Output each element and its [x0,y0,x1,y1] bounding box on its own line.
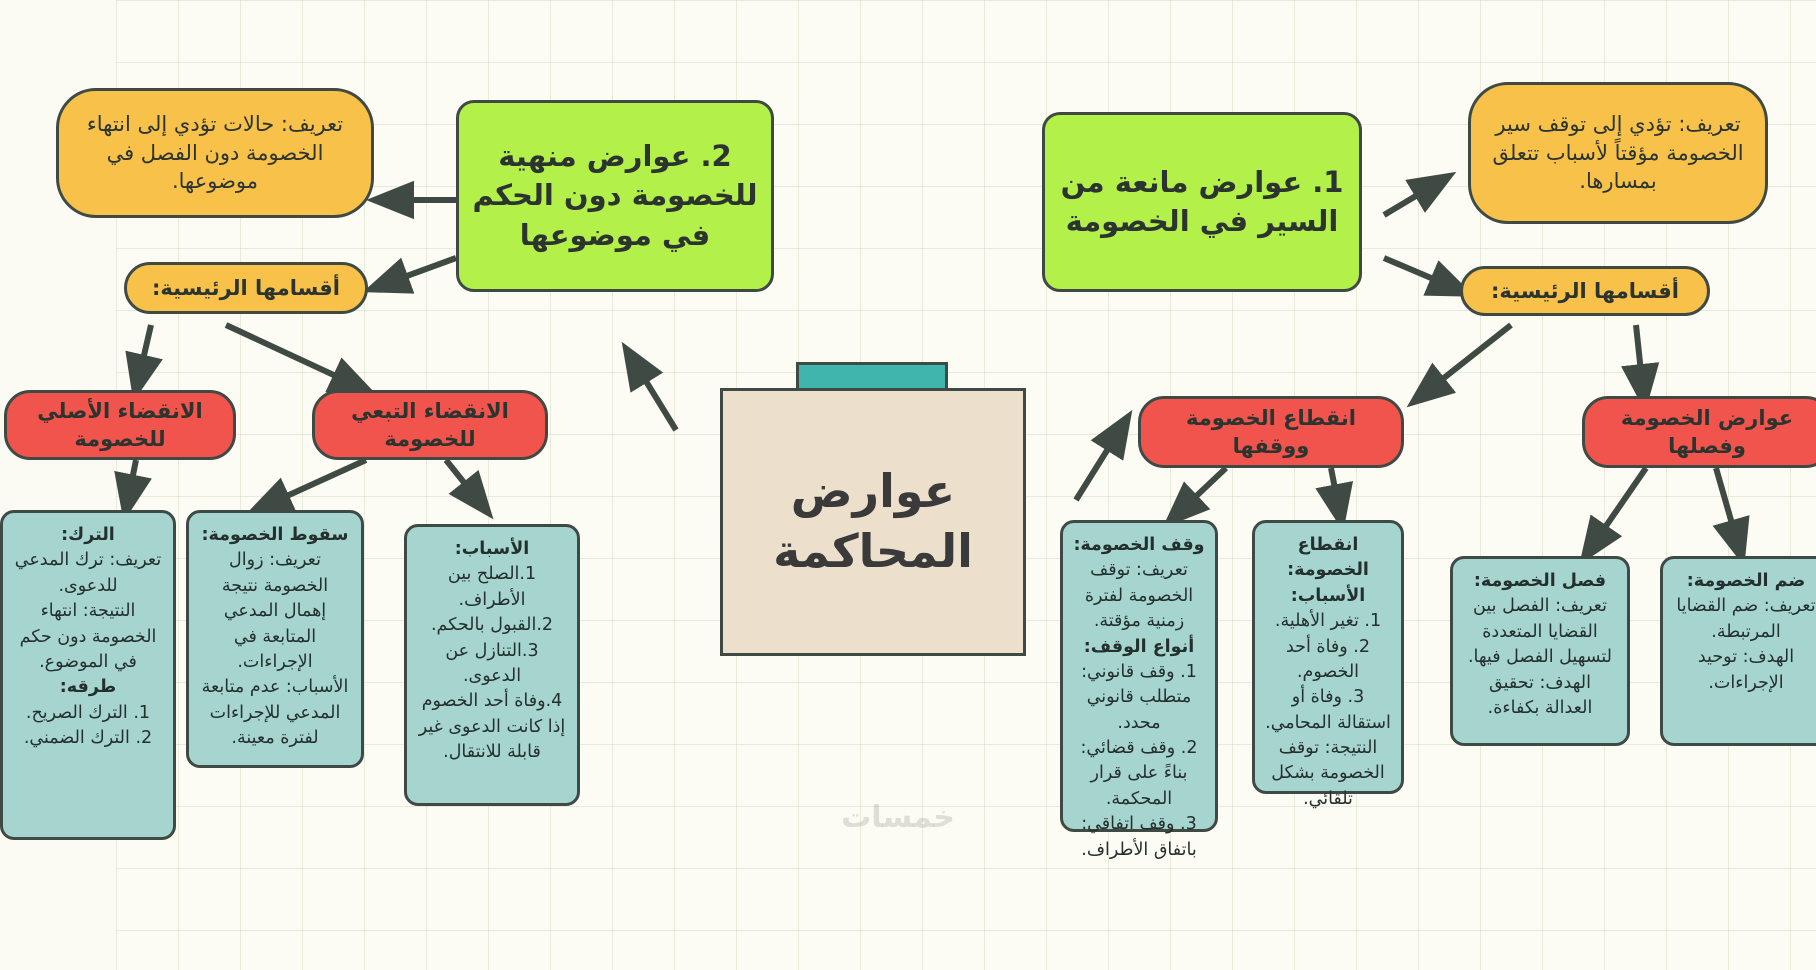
branch-left-definition-text: تعريف: حالات تؤدي إلى انتهاء الخصومة دون الفصل في موضوعها. [86,112,344,194]
branch-left-group-1-label[interactable]: الانقضاء التبعي للخصومة [312,390,548,460]
card-waqf-khusuma [1060,520,1218,860]
center-title-card: عوارض المحاكمة [720,388,1026,656]
branch-right-main[interactable]: 1. عوارض مانعة من السير في الخصومة [1042,112,1362,292]
card-asbab-inqida-line-4: 4.وفاة أحد الخصوم إذا كانت الدعوى غير قابلة للانتقال. [418,691,566,762]
card-fasl-khusuma [1450,556,1630,746]
mindmap-canvas [14,0,1816,970]
card-asbab-inqida-title: الأسباب: [454,539,530,559]
branch-right-definition [1468,82,1768,224]
card-waqf-khusuma-title: وقف الخصومة: [1073,535,1205,555]
card-tark-line-3: طرقه: [59,677,117,698]
card-suqut-khusuma-line-1: تعريف: زوال الخصومة نتيجة إهمال المدعي المتابعة في الإجراءات. [221,550,329,672]
card-tark-line-2: النتيجة: انتهاء الخصومة دون حكم في الموضوع. [19,601,157,672]
card-asbab-inqida-line-3: 3.التنازل عن الدعوى. [445,640,539,686]
branch-left-sections-label[interactable]: أقسامها الرئيسية: [124,262,368,314]
branch-left-definition [56,88,374,218]
card-tark [0,510,176,840]
card-damm-khusuma [1660,556,1816,746]
card-suqut-khusuma-line-2: الأسباب: عدم متابعة المدعي للإجراءات لفترة معينة. [201,677,349,748]
card-waqf-khusuma-line-4: 2. وقف قضائي: بناءً على قرار المحكمة. [1080,738,1198,809]
card-tark-line-4: 1. الترك الصريح. [25,702,151,723]
branch-right-group-2-label[interactable]: عوارض الخصومة وفصلها [1582,396,1816,468]
card-waqf-khusuma-line-1: تعريف: توقف الخصومة لفترة زمنية مؤقتة. [1084,560,1194,632]
card-waqf-khusuma-line-3: 1. وقف قانوني: متطلب قانوني محدد. [1081,661,1197,733]
card-asbab-inqida-line-1: 1.الصلح بين الأطراف. [447,564,537,610]
card-suqut-khusuma-title: سقوط الخصومة: [201,525,349,545]
card-fasl-khusuma-line-2: الهدف: تحقيق العدالة بكفاءة. [1487,672,1593,718]
card-fasl-khusuma-line-1: تعريف: الفصل بين القضايا المتعددة لتسهيل الفصل فيها. [1467,596,1613,668]
card-inqita-khusuma-line-4: 3. وفاة أو استقالة المحامي. [1265,687,1391,733]
watermark: خمسات [841,800,955,835]
card-inqita-khusuma-line-5: النتيجة: توقف الخصومة بشكل تلقائي. [1271,738,1385,809]
card-tark-line-1: تعريف: ترك المدعي للدعوى. [14,550,162,596]
card-inqita-khusuma [1252,520,1404,809]
card-damm-khusuma-title: ضم الخصومة: [1686,571,1806,591]
card-waqf-khusuma-line-5: 3. وقف اتفاقي: باتفاق الأطراف. [1081,814,1197,860]
branch-right-definition-text: تعريف: تؤدي إلى توقف سير الخصومة مؤقتاً لأسباب تتعلق بمسارها. [1492,112,1744,194]
card-asbab-inqida [404,524,580,806]
card-tark-title: الترك: [61,525,115,545]
card-inqita-khusuma-line-2: 1. تغير الأهلية. [1274,611,1382,632]
card-damm-khusuma-line-2: الهدف: توحيد الإجراءات. [1697,647,1795,693]
card-asbab-inqida-line-2: 2.القبول بالحكم. [430,615,554,636]
card-inqita-khusuma-line-3: 2. وفاة أحد الخصوم. [1285,636,1370,682]
branch-right-sections-label[interactable]: أقسامها الرئيسية: [1460,266,1710,316]
branch-right-group-1-label[interactable]: انقطاع الخصومة ووقفها [1138,396,1404,468]
card-damm-khusuma-line-1: تعريف: ضم القضايا المرتبطة. [1676,596,1816,642]
branch-left-group-2-label[interactable]: الانقضاء الأصلي للخصومة [4,390,236,460]
card-tark-line-5: 2. الترك الضمني. [23,728,153,748]
card-suqut-khusuma [186,510,364,768]
card-waqf-khusuma-line-2: أنواع الوقف: [1083,636,1195,657]
branch-left-main[interactable]: 2. عوارض منهية للخصومة دون الحكم في موضوعها [456,100,774,292]
card-fasl-khusuma-title: فصل الخصومة: [1473,571,1607,591]
card-inqita-khusuma-title: انقطاع الخصومة: [1287,535,1369,581]
card-inqita-khusuma-line-1: الأسباب: [1290,585,1366,606]
